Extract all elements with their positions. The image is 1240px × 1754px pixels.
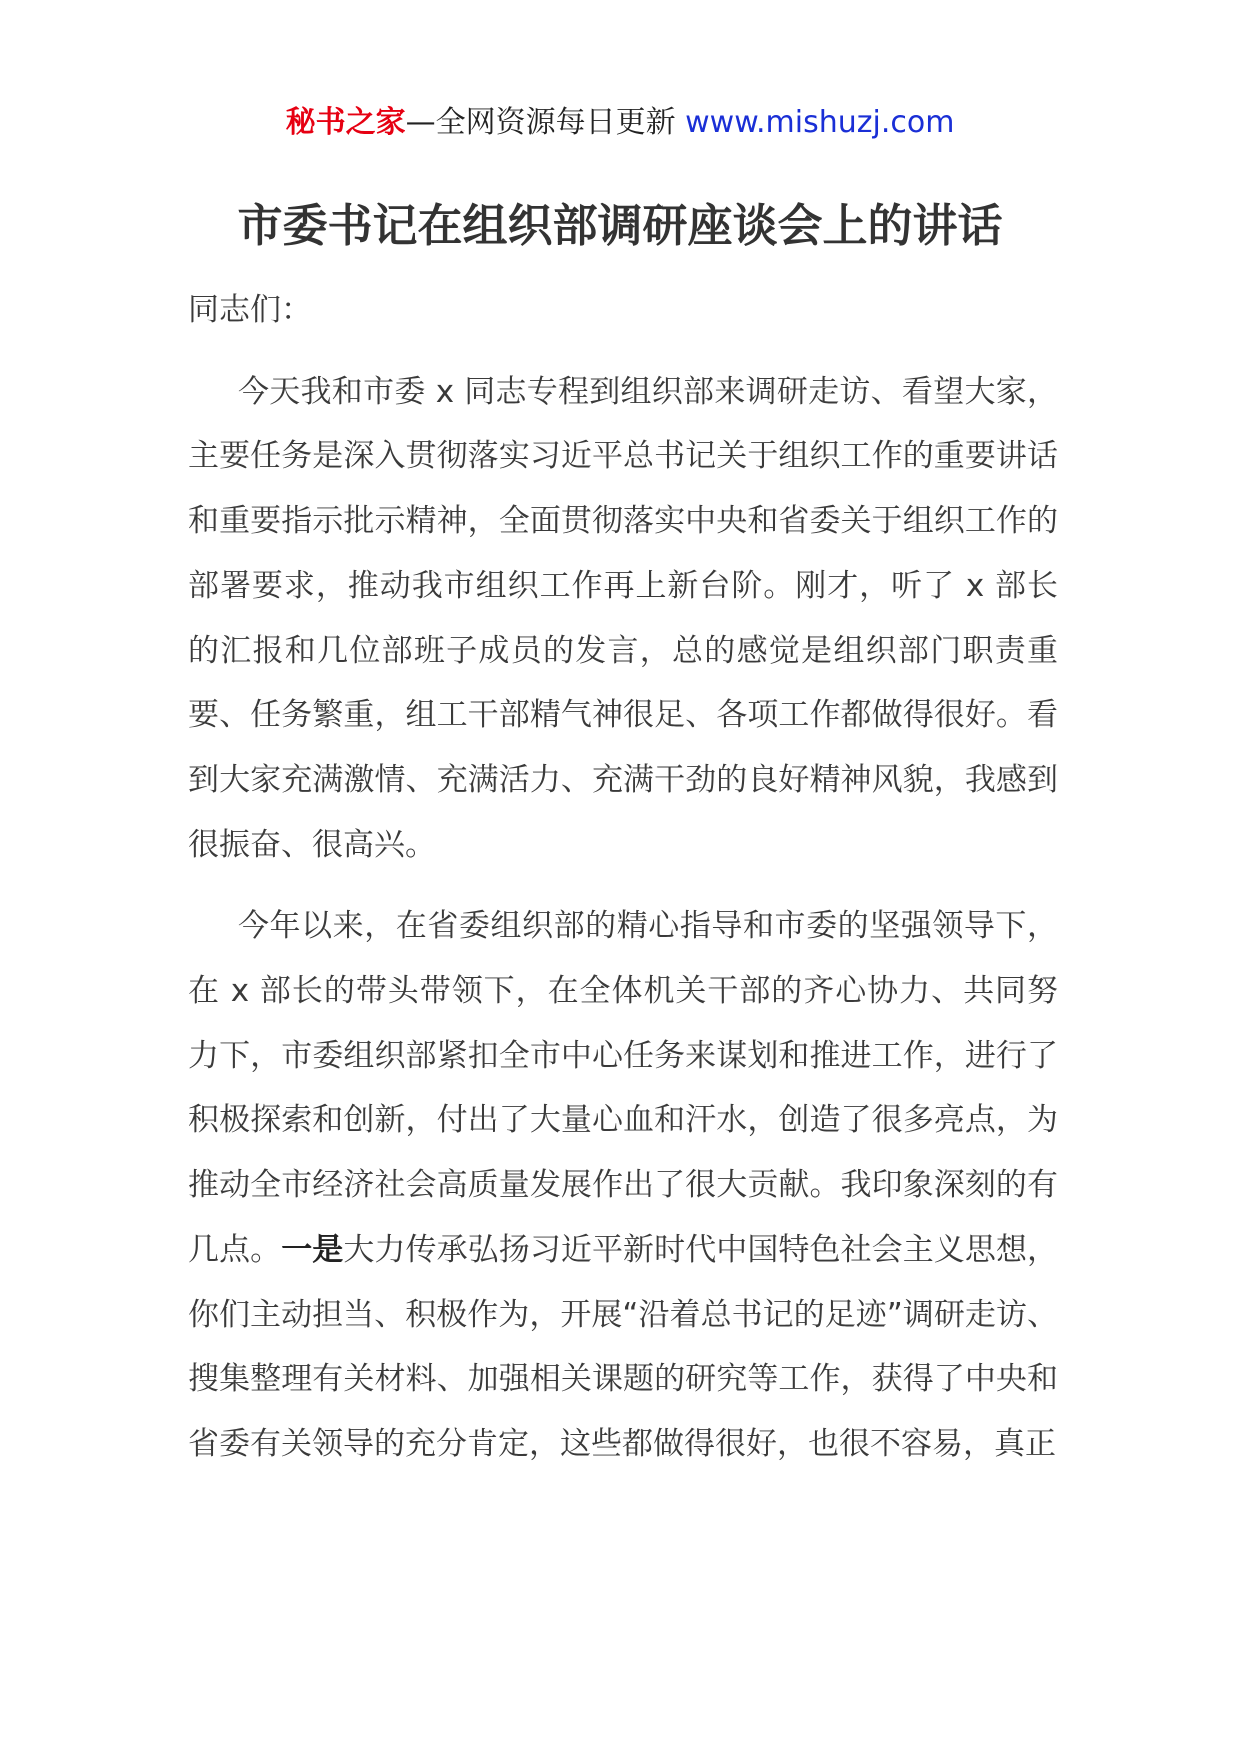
paragraph-2-emphasis: 一是 (281, 1231, 344, 1268)
document-title: 市委书记在组织部调研座谈会上的讲话 (237, 199, 1003, 252)
site-brand: 秘书之家 (285, 105, 406, 140)
paragraph-1: 今天我和市委 x 同志专程到组织部来调研走访、看望大家，主要任务是深入贯彻落实习近平总书记关于组织工作的重要讲话和重要指示批示精神，全面贯彻落实中央和省委关于组织工作的部署要求，推动我市组织工作再上新台阶。刚才，听了 x 部长的汇报和几位部班子成员的发言，总的感觉是组织部门职责重要、任务繁重，组工干部精气神很足、各项工作都做得很好。看到大家充满激情、充满活力、充满干劲的良好精神风貌，我感到很振奋、很高兴。 (188, 373, 1058, 863)
paragraph-2-start: 今年以来，在省委组织部的精心指导和市委的坚强领导下，在 x 部长的带头带领下，在全体机关干部的齐心协力、共同努力下，市委组织部紧扣全市中心任务来谋划和推进工作，进行了积极探索和创新，付出了大量心血和汗水，创造了很多亮点，为推动全市经济社会高质量发展作出了很大贡献。我印象深刻的有几点。 (188, 908, 1058, 1268)
salutation: 同志们： (188, 292, 312, 328)
site-header (0, 98, 1240, 148)
paragraph-2 (188, 894, 1058, 1476)
paragraph-2-end: 大力传承弘扬习近平新时代中国特色社会主义思想，你们主动担当、积极作为，开展“沿着总书记的足迹”调研走访、搜集整理有关材料、加强相关课题的研究等工作，获得了中央和省委有关领导的充分肯定，这些都做得很好，也很不容易，真正 (188, 1231, 1059, 1462)
site-slogan: —全网资源每日更新 (405, 105, 686, 140)
site-url-link[interactable]: www.mishuzj.com (685, 105, 955, 140)
document-body (188, 278, 1058, 1477)
